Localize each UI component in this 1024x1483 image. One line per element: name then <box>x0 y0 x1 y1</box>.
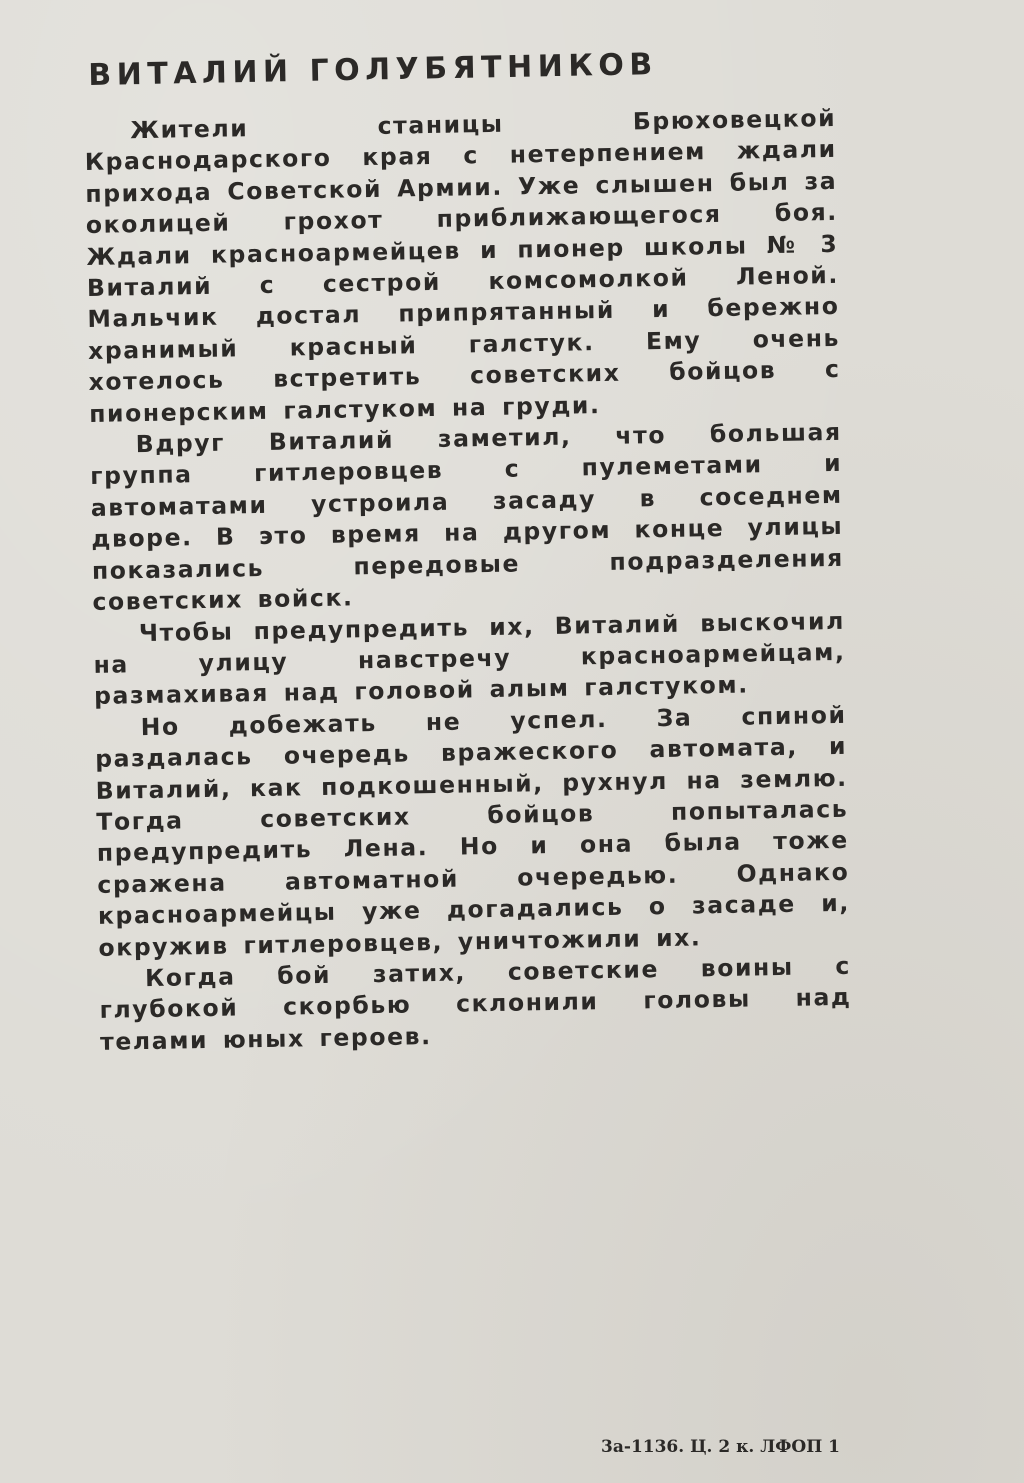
paragraph-1: Жители станицы Брюховецкой Краснодарского края с нетерпением ждали прихода Советской Армии. Уже слышен был за околицей грохот приближающегося боя. Ждали красноармейцев и пионер школы № 3 Виталий с сестрой комсомолкой Леной. Мальчик достал припрятанный и бережно хранимый красный галстук. Ему очень хотелось встретить советских бойцов с пионерским галстуком на груди. <box>84 103 841 428</box>
paragraph-3: Чтобы предупредить их, Виталий выскочил на улицу навстречу красноармейцам, размахивая над головой алым галстуком. <box>93 606 846 711</box>
paragraph-4: Но добежать не успел. За спиной раздалась очередь вражеского автомата, и Виталий, как подкошенный, рухнул на землю. Тогда советских бойцов попыталась предупредить Лена. Но и она была тоже сражена автоматной очередью. Однако красноармейцы уже догадались о засаде и, окружив гитлеровцев, уничтожили их. <box>94 700 851 962</box>
article-body <box>84 103 852 1058</box>
paragraph-5: Когда бой затих, советские воины с глубокой скорбью склонили головы над телами юных героев. <box>99 951 852 1056</box>
page-title: ВИТАЛИЙ ГОЛУБЯТНИКОВ <box>88 47 659 94</box>
print-imprint: 3а-1136. Ц. 2 к. ЛФОП 1 <box>601 1437 840 1457</box>
paragraph-2: Вдруг Виталий заметил, что большая группа гитлеровцев с пулеметами и автоматами устроила засаду в соседнем дворе. В это время на другом конце улицы показались передовые подразделения советских войск. <box>90 417 845 617</box>
